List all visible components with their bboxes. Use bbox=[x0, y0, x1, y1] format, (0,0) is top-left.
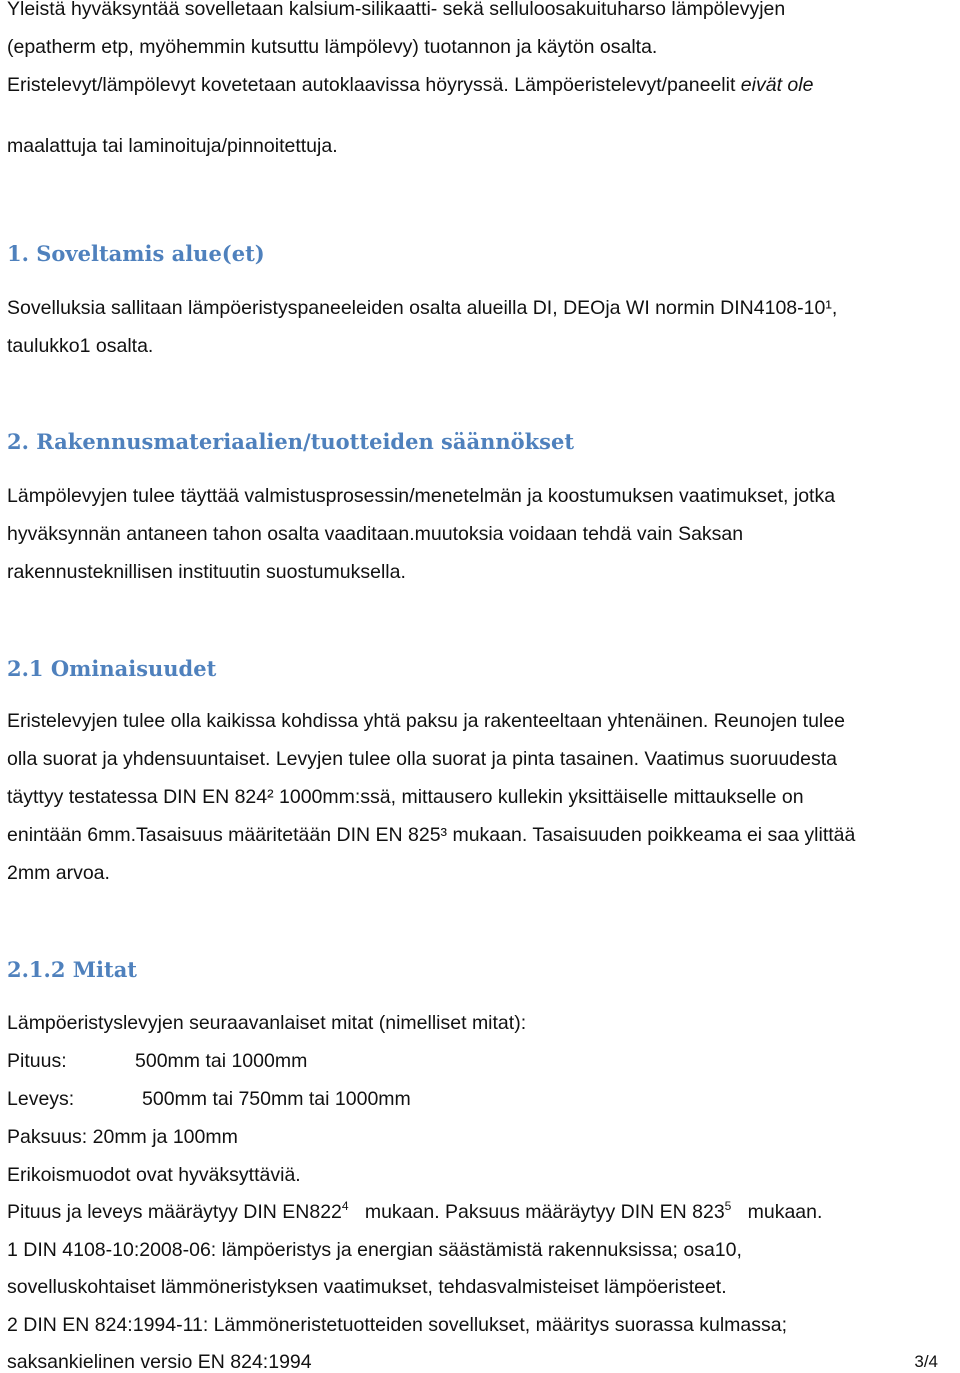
dimension-width-row bbox=[7, 1090, 411, 1110]
section-2-1-line-5: 2mm arvoa. bbox=[7, 862, 110, 884]
section-2-1-line-3: täyttyy testatessa DIN EN 824² 1000mm:ssä, mittausero kullekin yksittäiselle mittaukselle on bbox=[7, 786, 804, 808]
footnote-2-line-2: saksankielinen versio EN 824:1994 bbox=[7, 1351, 312, 1373]
footnote-ref-4: 4 bbox=[341, 1199, 349, 1213]
footnote-2-line-1: 2 DIN EN 824:1994-11: Lämmöneristetuotteiden sovellukset, määritys suorassa kulmassa; bbox=[7, 1314, 788, 1336]
section-2-line-3: rakennusteknillisen instituutin suostumuksella. bbox=[7, 561, 406, 583]
section-1-line-2: taulukko1 osalta. bbox=[7, 335, 154, 357]
length-label: Pituus: bbox=[7, 1050, 67, 1072]
section-2-1-paragraph bbox=[7, 712, 855, 884]
width-label: Leveys: bbox=[7, 1088, 75, 1110]
intro-line-4: maalattuja tai laminoituja/pinnoitettuja. bbox=[7, 135, 338, 157]
section-2-1-line-2: olla suorat ja yhdensuuntaiset. Levyjen tulee olla suorat ja pinta tasainen. Vaatimus suoruudesta bbox=[7, 748, 837, 770]
section-1-line-1: Sovelluksia sallitaan lämpöeristyspaneeleiden osalta alueilla DI, DEOja WI normin DIN4108-10¹, bbox=[7, 297, 838, 319]
intro-paragraph bbox=[7, 0, 813, 96]
footnote-ref-5: 5 bbox=[724, 1199, 732, 1213]
section-2-1-line-4: enintään 6mm.Tasaisuus määritetään DIN EN 825³ mukaan. Tasaisuuden poikkeama ei saa ylittää bbox=[7, 824, 856, 846]
rule-text-1: Pituus ja leveys määräytyy DIN EN822 bbox=[7, 1201, 342, 1223]
special-shapes-note: Erikoismuodot ovat hyväksyttäviä. bbox=[7, 1164, 301, 1186]
dimension-length-row bbox=[7, 1052, 307, 1072]
section-2-1-heading: 2.1 Ominaisuudet bbox=[7, 656, 217, 681]
footnote-1-line-2: sovelluskohtaiset lämmöneristyksen vaatimukset, tehdasvalmisteiset lämpöeristeet. bbox=[7, 1276, 727, 1298]
dimension-standards-rule bbox=[7, 1199, 823, 1223]
dimension-thickness: Paksuus: 20mm ja 100mm bbox=[7, 1126, 238, 1148]
intro-line-3-emphasis: eivät ole bbox=[740, 74, 814, 96]
section-2-heading: 2. Rakennusmateriaalien/tuotteiden säännökset bbox=[7, 429, 575, 454]
width-value: 500mm tai 750mm tai 1000mm bbox=[142, 1088, 411, 1110]
page-number: 3/4 bbox=[914, 1352, 938, 1371]
intro-line-1: Yleistä hyväksyntää sovelletaan kalsium-silikaatti- sekä selluloosakuituharso lämpölevyjen bbox=[7, 0, 786, 20]
rule-text-3: mukaan. bbox=[747, 1201, 823, 1223]
section-2-line-1: Lämpölevyjen tulee täyttää valmistusprosessin/menetelmän ja koostumuksen vaatimukset, jotka bbox=[7, 485, 836, 507]
section-2-paragraph bbox=[7, 487, 835, 583]
footnote-1-line-1: 1 DIN 4108-10:2008-06: lämpöeristys ja energian säästämistä rakennuksissa; osa10, bbox=[7, 1239, 742, 1261]
intro-line-3-text: Eristelevyt/lämpölevyt kovetetaan autoklaavissa höyryssä. Lämpöeristelevyt/paneelit bbox=[7, 74, 741, 96]
length-value: 500mm tai 1000mm bbox=[135, 1050, 308, 1072]
rule-text-2: mukaan. Paksuus määräytyy DIN EN 823 bbox=[364, 1201, 725, 1223]
section-2-line-2: hyväksynnän antaneen tahon osalta vaaditaan.muutoksia voidaan tehdä vain Saksan bbox=[7, 523, 744, 545]
dimensions-intro: Lämpöeristyslevyjen seuraavanlaiset mitat (nimelliset mitat): bbox=[7, 1012, 527, 1034]
intro-line-3 bbox=[7, 76, 813, 96]
section-2-1-line-1: Eristelevyjen tulee olla kaikissa kohdissa yhtä paksu ja rakenteeltaan yhtenäinen. Reunojen tulee bbox=[7, 710, 845, 732]
section-1-paragraph bbox=[7, 299, 837, 357]
section-2-1-2-heading: 2.1.2 Mitat bbox=[7, 957, 137, 982]
section-1-heading: 1. Soveltamis alue(et) bbox=[7, 241, 265, 266]
intro-line-2: (epatherm etp, myöhemmin kutsuttu lämpölevy) tuotannon ja käytön osalta. bbox=[7, 36, 658, 58]
